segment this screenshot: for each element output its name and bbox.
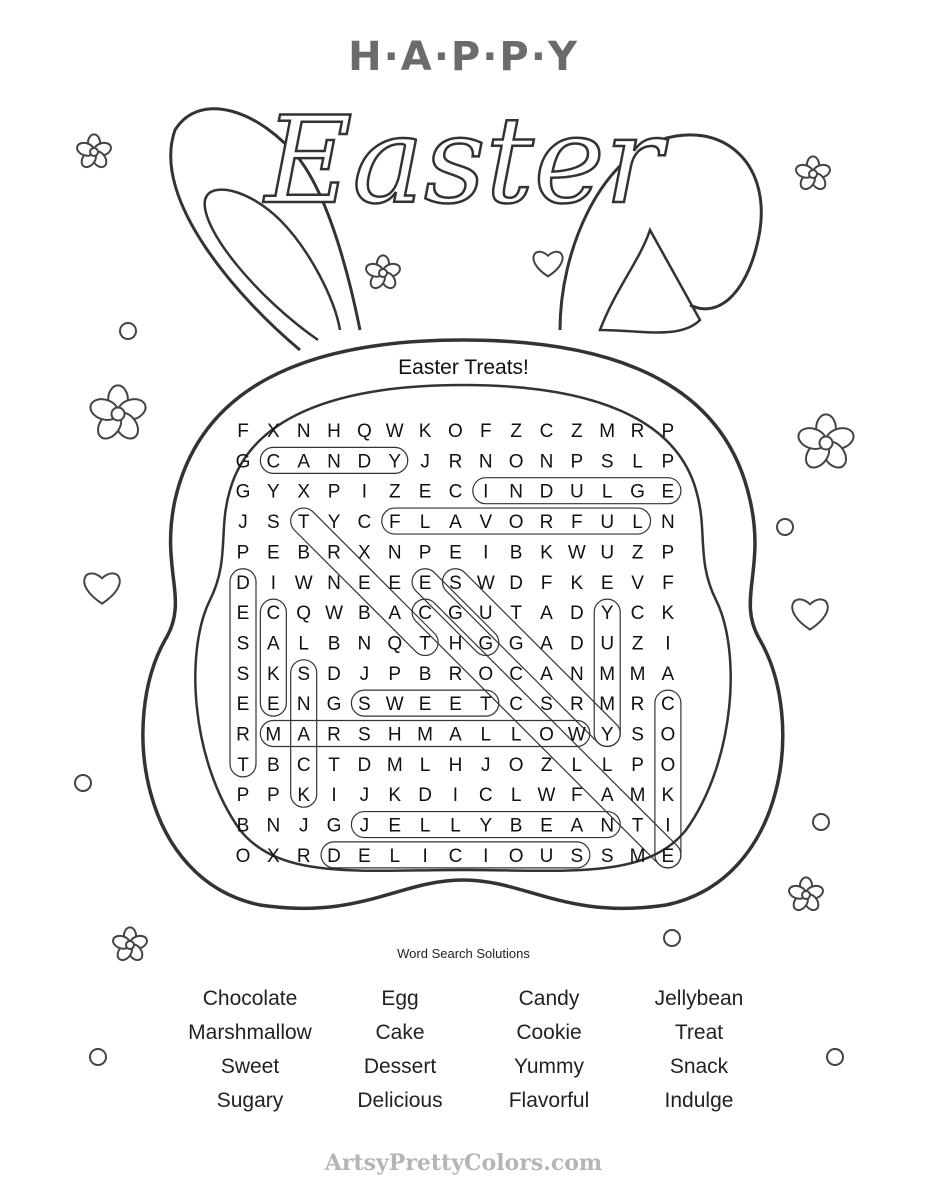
grid-letter: Q xyxy=(387,633,403,655)
solution-word: Indulge xyxy=(664,1089,734,1112)
grid-letter: H xyxy=(448,633,463,655)
grid-letter: P xyxy=(661,421,675,442)
grid-letter: B xyxy=(267,754,280,776)
grid-letter: D xyxy=(357,754,372,776)
grid-letter: L xyxy=(298,633,309,655)
grid-letter: K xyxy=(297,785,311,807)
grid-letter: S xyxy=(600,451,614,473)
grid-letter: T xyxy=(419,633,431,655)
grid-letter: U xyxy=(569,481,584,503)
grid-letter: B xyxy=(509,815,523,837)
grid-letter: C xyxy=(448,481,463,503)
grid-letter: M xyxy=(265,724,282,746)
grid-letter: L xyxy=(450,815,461,837)
grid-letter: C xyxy=(661,694,675,716)
grid-letter: G xyxy=(235,481,251,503)
grid-letter: O xyxy=(235,845,251,867)
solution-word: Jellybean xyxy=(654,987,744,1010)
grid-letter: F xyxy=(388,512,401,534)
grid-letter: A xyxy=(388,603,402,625)
flower-icon xyxy=(796,414,857,472)
grid-letter: F xyxy=(571,512,583,534)
grid-letter: P xyxy=(570,451,584,473)
grid-letter: S xyxy=(236,663,250,685)
grid-letter: I xyxy=(361,481,368,503)
grid-letter: I xyxy=(331,785,337,807)
grid-letter: T xyxy=(297,512,310,534)
grid-letter: Y xyxy=(600,724,614,746)
grid-letter: Z xyxy=(388,481,401,503)
grid-letter: G xyxy=(478,633,494,655)
grid-letter: G xyxy=(630,481,645,503)
grid-letter: R xyxy=(630,694,645,716)
grid-letter: T xyxy=(328,754,340,776)
grid-letter: N xyxy=(327,572,341,594)
grid-letter: H xyxy=(387,724,402,746)
grid-letter: L xyxy=(510,724,522,746)
grid-letter: F xyxy=(571,785,583,807)
grid-letter: A xyxy=(267,633,280,655)
grid-letter: E xyxy=(236,694,250,716)
grid-letter: J xyxy=(359,785,370,807)
grid-letter: N xyxy=(478,451,493,473)
grid-letter: F xyxy=(540,572,553,594)
dot-circle xyxy=(90,1049,106,1065)
grid-letter: O xyxy=(478,663,494,685)
grid-letter: D xyxy=(569,633,584,655)
grid-letter: J xyxy=(359,815,370,837)
grid-letter: A xyxy=(449,724,462,746)
grid-letter: Y xyxy=(388,451,402,473)
grid-letter: B xyxy=(297,542,311,564)
grid-letter: B xyxy=(509,542,523,564)
grid-letter: A xyxy=(600,785,614,807)
grid-letter: K xyxy=(661,603,675,625)
grid-letter: T xyxy=(237,754,249,776)
grid-letter: U xyxy=(539,845,554,867)
grid-letter: A xyxy=(449,512,462,534)
grid-letter: J xyxy=(359,663,370,685)
grid-letter: A xyxy=(297,724,311,746)
grid-letter: C xyxy=(539,421,554,442)
solution-word: Yummy xyxy=(513,1055,584,1078)
solutions-title: Word Search Solutions xyxy=(397,946,530,961)
grid-letter: O xyxy=(508,451,524,473)
grid-letter: P xyxy=(631,754,644,776)
grid-letter: P xyxy=(236,785,250,807)
grid-letter: Y xyxy=(327,512,341,534)
grid-letter: E xyxy=(267,694,280,716)
grid-letter: E xyxy=(236,603,250,625)
heart-icon xyxy=(84,573,120,603)
solution-word: Dessert xyxy=(363,1055,437,1078)
grid-letter: G xyxy=(448,603,463,625)
grid-letter: U xyxy=(600,512,615,534)
grid-letter: S xyxy=(600,845,614,867)
grid-letter: B xyxy=(236,815,250,837)
grid-letter: S xyxy=(297,663,311,685)
grid-letter: J xyxy=(481,754,491,776)
solution-word: Cake xyxy=(375,1021,425,1044)
grid-letter: R xyxy=(296,845,311,867)
grid-letter: N xyxy=(509,481,524,503)
solution-word: Candy xyxy=(518,987,580,1010)
found-word-sugary xyxy=(437,563,626,752)
grid-letter: M xyxy=(629,663,646,685)
grid-letter: E xyxy=(661,845,675,867)
grid-letter: K xyxy=(540,542,553,564)
grid-letter: P xyxy=(267,785,280,807)
grid-letter: O xyxy=(508,845,524,867)
grid-letter: M xyxy=(599,694,616,716)
right-ear-inner xyxy=(600,230,700,333)
grid-letter: L xyxy=(571,754,583,776)
grid-letter: J xyxy=(298,815,309,837)
grid-letter: P xyxy=(661,542,675,564)
grid-letter: E xyxy=(449,542,462,564)
grid-letter: W xyxy=(567,724,586,746)
grid-letter: X xyxy=(297,481,311,503)
grid-letter: Q xyxy=(357,421,372,442)
grid-letter: K xyxy=(570,572,584,594)
grid-letter: M xyxy=(599,663,616,685)
grid-letter: C xyxy=(418,603,432,625)
solution-word: Egg xyxy=(381,987,419,1010)
grid-letter: P xyxy=(388,663,402,685)
grid-letter: R xyxy=(448,451,463,473)
grid-letter: O xyxy=(448,421,463,442)
grid-letter: L xyxy=(419,754,431,776)
grid-letter: Y xyxy=(479,815,493,837)
grid-letter: N xyxy=(296,421,311,442)
grid-letter: I xyxy=(665,633,671,655)
grid-letter: B xyxy=(418,663,432,685)
grid-letter: E xyxy=(358,845,371,867)
grid-letter: D xyxy=(539,481,554,503)
grid-letter: I xyxy=(483,542,489,564)
grid-letter: E xyxy=(661,481,675,503)
dot-circle xyxy=(777,519,793,535)
grid-letter: Z xyxy=(571,421,583,442)
grid-letter: N xyxy=(266,815,281,837)
grid-letter: Y xyxy=(267,481,280,503)
grid-letter: O xyxy=(539,724,554,746)
grid-letter: L xyxy=(480,724,492,746)
grid-letter: W xyxy=(567,542,586,564)
grid-letter: C xyxy=(266,603,281,625)
grid-letter: E xyxy=(418,481,432,503)
grid-letter: T xyxy=(631,815,644,837)
grid-letter: M xyxy=(386,754,403,776)
grid-letter: C xyxy=(296,754,311,776)
grid-letter: L xyxy=(601,481,613,503)
grid-letter: C xyxy=(509,663,524,685)
grid-letter: E xyxy=(418,572,432,594)
dot-circle xyxy=(120,323,136,339)
grid-letter: D xyxy=(569,603,584,625)
grid-letter: M xyxy=(629,785,646,807)
grid-letter: E xyxy=(267,542,280,564)
grid-letter: M xyxy=(599,421,616,442)
grid-letter: I xyxy=(665,815,671,837)
grid-letter: D xyxy=(357,451,372,473)
grid-letter: S xyxy=(570,845,584,867)
solution-word: Treat xyxy=(674,1021,724,1044)
grid-letter: A xyxy=(540,633,553,655)
grid-letter: L xyxy=(632,451,643,473)
grid-letter: D xyxy=(418,785,432,807)
grid-letter: I xyxy=(270,572,276,594)
grid-letter: O xyxy=(660,724,676,746)
grid-letter: V xyxy=(479,512,493,534)
heart-icon xyxy=(792,599,828,629)
grid-letter: T xyxy=(479,694,492,716)
grid-letter: P xyxy=(327,481,341,503)
grid-letter: A xyxy=(661,663,675,685)
dot-circle xyxy=(827,1049,843,1065)
grid-letter: E xyxy=(418,694,432,716)
grid-letter: R xyxy=(630,421,645,442)
grid-letter: P xyxy=(661,451,675,473)
solution-word: Sugary xyxy=(216,1089,284,1112)
puzzle-title: Easter Treats! xyxy=(398,356,529,379)
grid-letter: B xyxy=(327,633,341,655)
grid-letter: W xyxy=(325,603,344,625)
flower-icon xyxy=(88,385,149,443)
grid-letter: E xyxy=(600,572,614,594)
grid-letter: W xyxy=(476,572,495,594)
grid-letter: O xyxy=(508,512,524,534)
grid-letter: O xyxy=(508,754,524,776)
grid-letter: I xyxy=(483,481,489,503)
grid-letter: C xyxy=(357,512,372,534)
grid-letter: S xyxy=(267,512,280,534)
grid-letter: R xyxy=(327,724,341,746)
grid-letter: A xyxy=(540,603,553,625)
grid-letter: A xyxy=(540,663,553,685)
grid-letter: U xyxy=(600,542,615,564)
grid-letter: R xyxy=(569,694,584,716)
solution-word: Flavorful xyxy=(508,1089,590,1112)
grid-letter: N xyxy=(661,512,675,534)
grid-letter: W xyxy=(385,421,404,442)
grid-letter: N xyxy=(600,815,615,837)
grid-letter: R xyxy=(236,724,250,746)
solution-word: Snack xyxy=(669,1055,729,1078)
dot-circle xyxy=(664,930,680,946)
grid-letter: U xyxy=(600,633,615,655)
grid-letter: Q xyxy=(296,603,312,625)
grid-letter: A xyxy=(297,451,311,473)
grid-letter: T xyxy=(510,603,522,625)
grid-letter: L xyxy=(632,512,643,534)
grid-letter: J xyxy=(420,451,430,473)
grid-letter: M xyxy=(629,845,646,867)
grid-letter: X xyxy=(358,542,371,564)
grid-letter: W xyxy=(537,785,556,807)
grid-letter: L xyxy=(419,512,431,534)
grid-letter: E xyxy=(449,694,462,716)
grid-letter: X xyxy=(267,421,280,442)
grid-letter: Z xyxy=(540,754,553,776)
grid-letter: U xyxy=(478,603,493,625)
solution-word: Marshmallow xyxy=(188,1021,312,1044)
grid-letter: F xyxy=(479,421,492,442)
grid-letter: H xyxy=(448,754,463,776)
grid-letter: C xyxy=(448,845,463,867)
grid-letter: R xyxy=(448,663,463,685)
grid-letter: Z xyxy=(510,421,522,442)
grid-letter: K xyxy=(661,785,675,807)
grid-letter: E xyxy=(388,815,402,837)
grid-letter: I xyxy=(422,845,428,867)
grid-letter: L xyxy=(601,754,613,776)
grid-letter: R xyxy=(327,542,341,564)
grid-letter: Z xyxy=(631,542,644,564)
grid-letter: N xyxy=(357,633,372,655)
grid-letter: E xyxy=(388,572,402,594)
grid-letter: C xyxy=(266,451,281,473)
grid-letter: B xyxy=(358,603,371,625)
grid-letter: Y xyxy=(600,603,614,625)
grid-letter: N xyxy=(387,542,402,564)
happy-heading: H·A·P·P·Y xyxy=(348,34,579,80)
grid-letter: S xyxy=(540,694,553,716)
grid-letter: K xyxy=(388,785,402,807)
grid-letter: F xyxy=(237,421,249,442)
heart-icon xyxy=(533,252,562,277)
grid-letter: A xyxy=(570,815,584,837)
grid-letter: P xyxy=(418,542,432,564)
grid-letter: N xyxy=(539,451,554,473)
grid-letter: N xyxy=(296,694,311,716)
grid-letter: P xyxy=(236,542,250,564)
flower-icon xyxy=(364,255,401,290)
solution-word: Chocolate xyxy=(202,987,298,1010)
easter-heading: Easter xyxy=(264,92,663,231)
grid-letter: I xyxy=(483,845,489,867)
grid-letter: K xyxy=(418,421,432,442)
grid-letter: L xyxy=(510,785,522,807)
grid-letter: L xyxy=(419,815,431,837)
grid-letter: C xyxy=(630,603,645,625)
dot-circle xyxy=(75,775,91,791)
flower-icon xyxy=(787,877,824,912)
grid-letter: D xyxy=(327,663,341,685)
grid-letter: O xyxy=(660,754,676,776)
grid-letter: D xyxy=(509,572,524,594)
grid-letter: S xyxy=(236,633,250,655)
solution-word: Cookie xyxy=(516,1021,582,1044)
grid-letter: F xyxy=(662,572,674,594)
grid-letter: C xyxy=(509,694,524,716)
grid-letter: N xyxy=(569,663,584,685)
grid-letter: G xyxy=(508,633,524,655)
grid-letter: N xyxy=(327,451,341,473)
grid-letter: G xyxy=(326,694,342,716)
grid-letter: M xyxy=(417,724,434,746)
grid-letter: R xyxy=(539,512,554,534)
grid-letter: X xyxy=(267,845,280,867)
grid-letter: H xyxy=(327,421,341,442)
grid-letter: I xyxy=(452,785,459,807)
grid-letter: E xyxy=(358,572,371,594)
site-logo: ArtsyPrettyColors.com xyxy=(324,1150,603,1176)
grid-letter: K xyxy=(267,663,280,685)
grid-letter: G xyxy=(235,451,251,473)
solution-word: Delicious xyxy=(357,1089,443,1112)
dot-circle xyxy=(813,814,829,830)
grid-letter: J xyxy=(238,512,248,534)
grid-letter: S xyxy=(631,724,644,746)
solution-word: Sweet xyxy=(220,1055,280,1078)
grid-letter: E xyxy=(540,815,553,837)
grid-letter: V xyxy=(631,572,644,594)
grid-letter: D xyxy=(236,572,250,594)
grid-letter: G xyxy=(326,815,342,837)
grid-letter: S xyxy=(449,572,462,594)
grid-letter: S xyxy=(358,724,371,746)
grid-letter: W xyxy=(294,572,313,594)
grid-letter: W xyxy=(385,694,404,716)
grid-letter: C xyxy=(478,785,493,807)
grid-letter: Z xyxy=(631,633,644,655)
grid-letter: L xyxy=(389,845,401,867)
grid-letter: D xyxy=(327,845,341,867)
grid-letter: S xyxy=(358,694,371,716)
